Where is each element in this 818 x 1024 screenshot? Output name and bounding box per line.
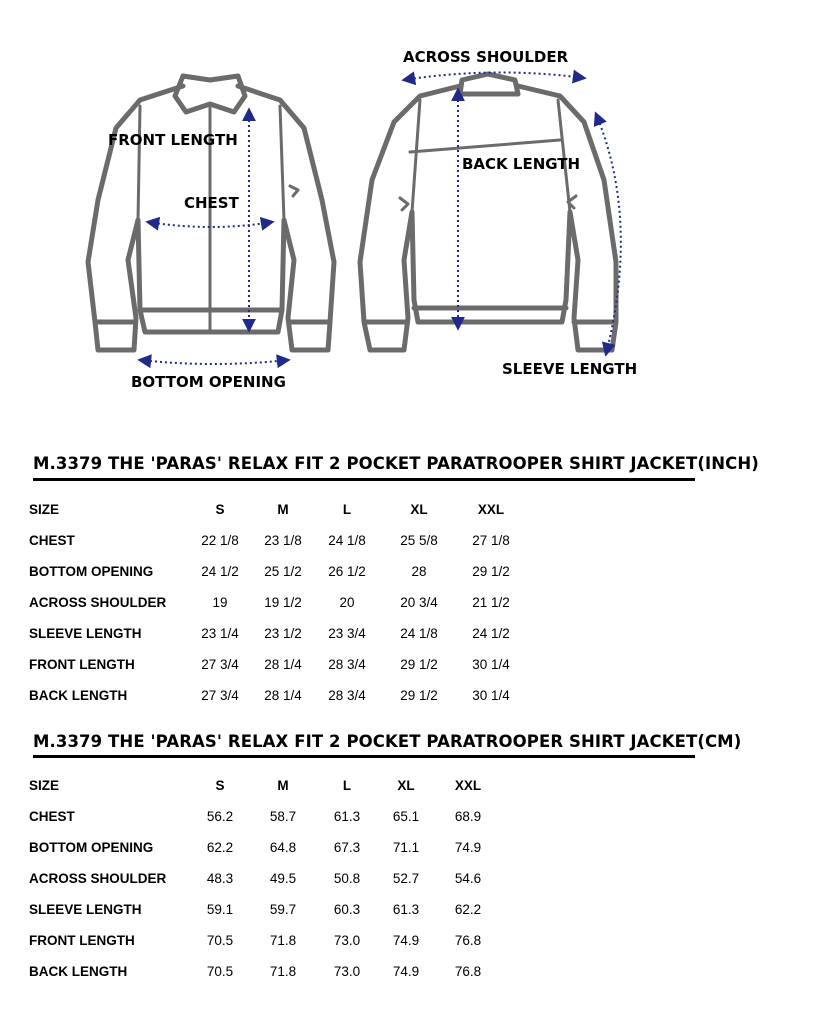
across-shoulder-label: ACROSS SHOULDER [403, 48, 569, 66]
cm-header-row [29, 776, 549, 796]
size-value: 58.7 [269, 809, 297, 824]
size-value: 76.8 [454, 933, 482, 948]
size-value: 25 5/8 [400, 533, 438, 548]
row-label: SLEEVE LENGTH [29, 626, 142, 641]
size-value: 65.1 [392, 809, 420, 824]
size-value: XL [397, 778, 415, 793]
size-value: 56.2 [206, 809, 234, 824]
size-value: M [277, 778, 289, 793]
size-value: 29 1/2 [472, 564, 510, 579]
size-value: 71.8 [269, 933, 297, 948]
size-value: XXL [454, 778, 482, 793]
size-value: L [342, 778, 352, 793]
size-value: S [215, 778, 225, 793]
size-value: 28 3/4 [328, 688, 366, 703]
size-value: 74.9 [392, 933, 420, 948]
inch-table-rule [33, 478, 695, 481]
sleeve-length-label: SLEEVE LENGTH [502, 360, 638, 378]
row-label: ACROSS SHOULDER [29, 871, 167, 886]
table-row [29, 962, 549, 982]
row-label: ACROSS SHOULDER [29, 595, 167, 610]
table-row [29, 531, 549, 551]
chest-label: CHEST [184, 194, 239, 212]
size-value: 23 1/4 [201, 626, 239, 641]
size-value: 20 3/4 [400, 595, 438, 610]
size-value: 54.6 [454, 871, 482, 886]
bottom-opening-arrow [140, 360, 288, 364]
size-value: 74.9 [392, 964, 420, 979]
row-label: BACK LENGTH [29, 688, 128, 703]
size-value: XL [410, 502, 428, 517]
row-label: FRONT LENGTH [29, 933, 135, 948]
size-value: 68.9 [454, 809, 482, 824]
size-value: 27 1/8 [472, 533, 510, 548]
size-value: 19 1/2 [264, 595, 302, 610]
table-row [29, 838, 549, 858]
size-value: 62.2 [454, 902, 482, 917]
size-value: 71.1 [392, 840, 420, 855]
size-value: 59.1 [206, 902, 234, 917]
table-row [29, 900, 549, 920]
table-row [29, 655, 549, 675]
size-value: 61.3 [333, 809, 361, 824]
row-label: BOTTOM OPENING [29, 840, 154, 855]
front-length-label: FRONT LENGTH [108, 131, 238, 149]
back-length-label: BACK LENGTH [462, 155, 581, 173]
row-label: BOTTOM OPENING [29, 564, 154, 579]
size-value: 28 [411, 564, 427, 579]
size-value: 52.7 [392, 871, 420, 886]
size-value: 24 1/2 [472, 626, 510, 641]
size-value: 28 3/4 [328, 657, 366, 672]
measurement-diagram [0, 0, 818, 420]
size-value: 26 1/2 [328, 564, 366, 579]
size-value: 62.2 [206, 840, 234, 855]
cm-table-rule [33, 755, 695, 758]
size-value: 25 1/2 [264, 564, 302, 579]
table-row [29, 686, 549, 706]
size-value: M [277, 502, 289, 517]
size-value: 23 1/8 [264, 533, 302, 548]
size-value: 30 1/4 [472, 657, 510, 672]
size-value: 73.0 [333, 933, 361, 948]
size-value: 60.3 [333, 902, 361, 917]
size-value: 29 1/2 [400, 657, 438, 672]
size-value: S [215, 502, 225, 517]
size-value: 20 [339, 595, 355, 610]
size-value: L [342, 502, 352, 517]
row-label: SLEEVE LENGTH [29, 902, 142, 917]
size-value: 19 [212, 595, 228, 610]
size-value: 27 3/4 [201, 688, 239, 703]
row-label: CHEST [29, 533, 75, 548]
size-value: 70.5 [206, 964, 234, 979]
size-value: 74.9 [454, 840, 482, 855]
cm-table-title: M.3379 THE 'PARAS' RELAX FIT 2 POCKET PARATROOPER SHIRT JACKET(CM) [33, 732, 742, 751]
size-value: 23 1/2 [264, 626, 302, 641]
size-value: 24 1/2 [201, 564, 239, 579]
size-value: 22 1/8 [201, 533, 239, 548]
row-label: FRONT LENGTH [29, 657, 135, 672]
row-label: BACK LENGTH [29, 964, 128, 979]
size-value: 71.8 [269, 964, 297, 979]
inch-table-title: M.3379 THE 'PARAS' RELAX FIT 2 POCKET PARATROOPER SHIRT JACKET(INCH) [33, 454, 759, 473]
size-value: 48.3 [206, 871, 234, 886]
back-jacket-outline [360, 74, 616, 350]
table-row [29, 593, 549, 613]
size-value: 67.3 [333, 840, 361, 855]
front-jacket-outline [88, 76, 334, 350]
row-label: SIZE [29, 778, 60, 793]
size-value: 76.8 [454, 964, 482, 979]
size-value: 73.0 [333, 964, 361, 979]
table-row [29, 624, 549, 644]
table-row [29, 807, 549, 827]
size-value: 29 1/2 [400, 688, 438, 703]
size-value: 59.7 [269, 902, 297, 917]
inch-header-row [29, 500, 549, 520]
size-value: 21 1/2 [472, 595, 510, 610]
jacket-diagram-svg [0, 0, 818, 420]
size-value: 28 1/4 [264, 688, 302, 703]
size-value: 27 3/4 [201, 657, 239, 672]
row-label: SIZE [29, 502, 60, 517]
size-value: 61.3 [392, 902, 420, 917]
size-value: XXL [477, 502, 505, 517]
size-value: 49.5 [269, 871, 297, 886]
table-row [29, 931, 549, 951]
size-value: 30 1/4 [472, 688, 510, 703]
size-value: 50.8 [333, 871, 361, 886]
size-value: 64.8 [269, 840, 297, 855]
bottom-opening-label: BOTTOM OPENING [131, 373, 286, 391]
table-row [29, 562, 549, 582]
row-label: CHEST [29, 809, 75, 824]
size-value: 70.5 [206, 933, 234, 948]
table-row [29, 869, 549, 889]
size-value: 23 3/4 [328, 626, 366, 641]
size-value: 24 1/8 [328, 533, 366, 548]
size-value: 28 1/4 [264, 657, 302, 672]
size-value: 24 1/8 [400, 626, 438, 641]
